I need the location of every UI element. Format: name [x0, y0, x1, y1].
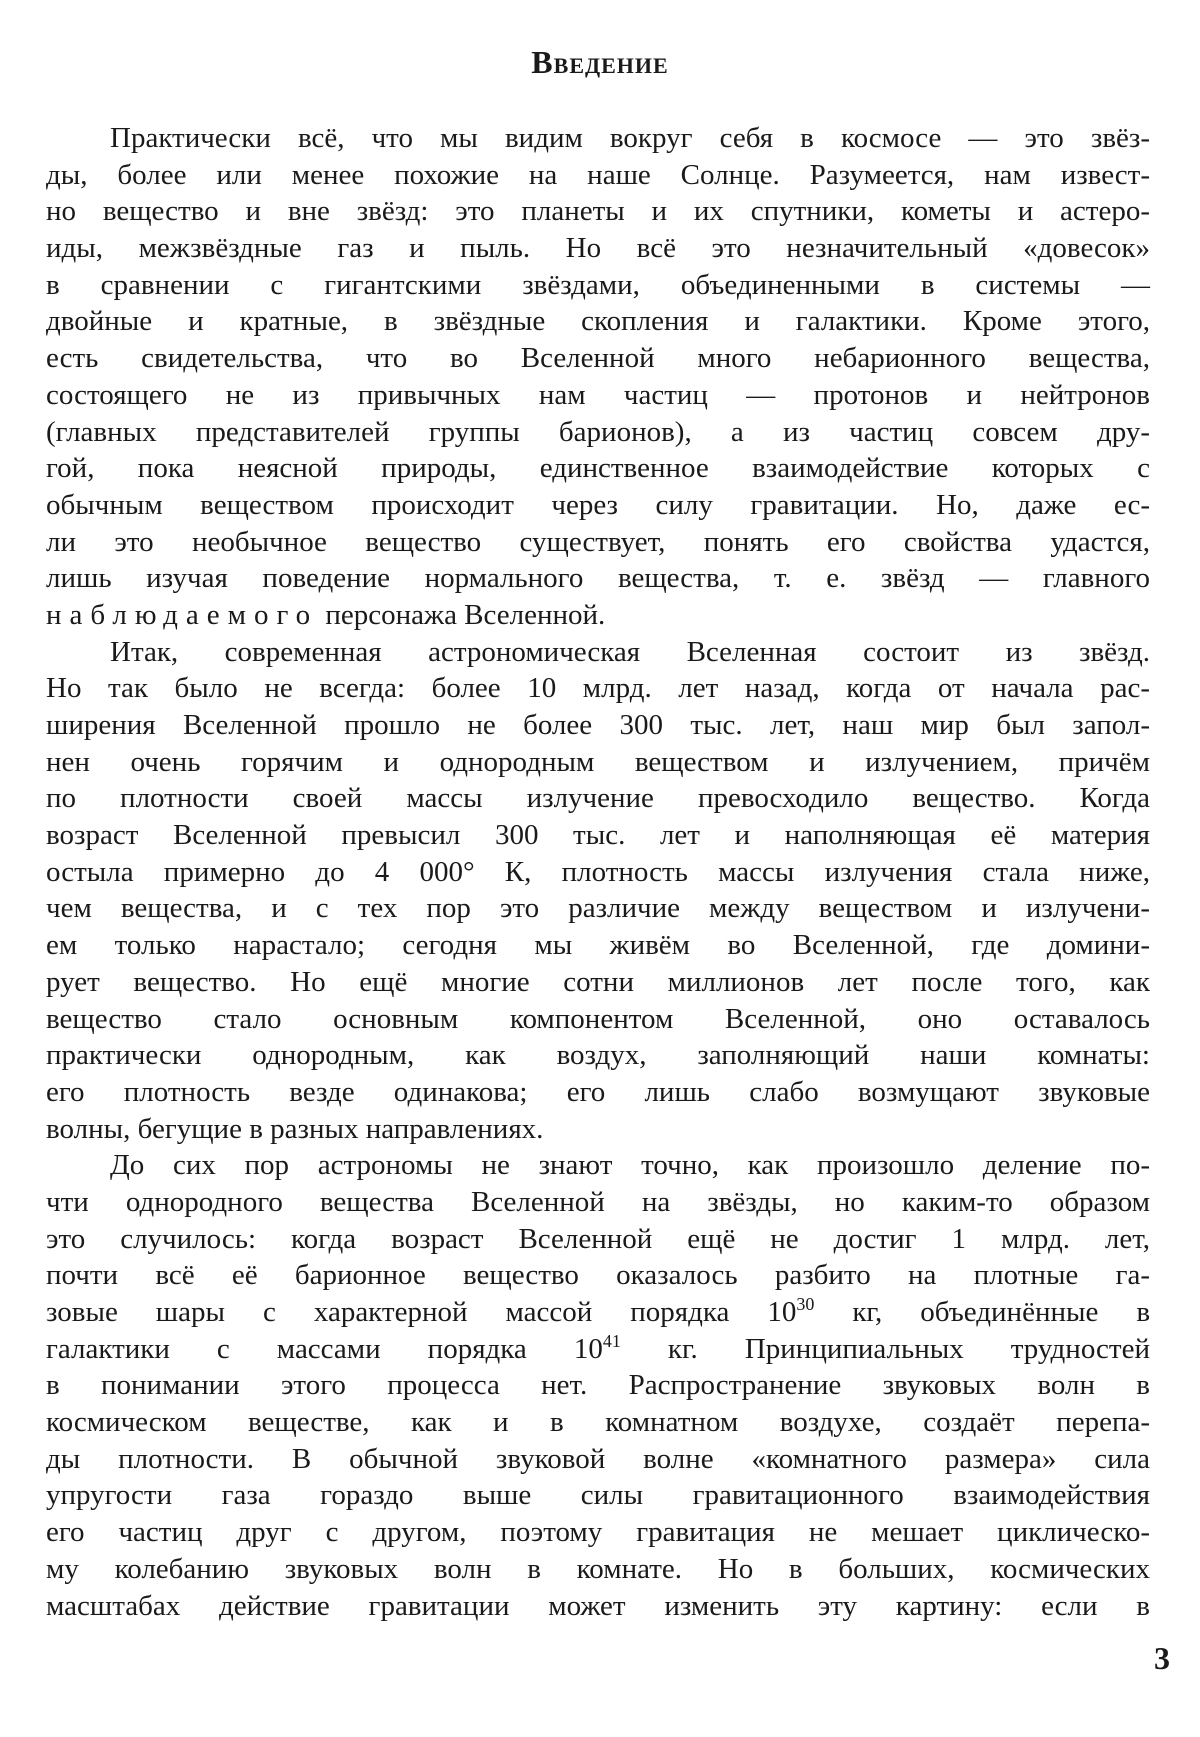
text-line: ды плотности. В обычной звуковой волне «комнатного размера» сила [46, 1442, 1150, 1475]
text-line: по плотности своей массы излучение превосходило вещество. Когда [46, 782, 1150, 815]
text-line: лишь изучая поведение нормального вещества, т. е. звёзд — главного [46, 562, 1150, 595]
text-line: Но так было не всегда: более 10 млрд. лет назад, когда от начала рас- [46, 672, 1150, 705]
text-line: его частиц друг с другом, поэтому гравитация не мешает циклическо- [46, 1516, 1150, 1549]
text-line: в понимании этого процесса нет. Распространение звуковых волн в [46, 1369, 1150, 1402]
page-number: 3 [1154, 1640, 1170, 1676]
text-line: масштабах действие гравитации может изменить эту картину: если в [46, 1589, 1150, 1622]
exponent: 41 [602, 1330, 621, 1351]
body-text [46, 120, 1150, 1624]
text-line: чем вещества, и с тех пор это различие между веществом и излучени- [46, 892, 1150, 925]
text-line: Итак, современная астрономическая Вселенная состоит из звёзд. [110, 635, 1150, 668]
text-line [46, 1294, 1150, 1331]
text-line: Практически всё, что мы видим вокруг себя в космосе — это звёз- [110, 122, 1150, 154]
text-line: почти всё её барионное вещество оказалось разбито на плотные га- [46, 1259, 1150, 1292]
text-line: иды, межзвёздные газ и пыль. Но всё это незначительный «довесок» [46, 232, 1150, 265]
text-fragment: кг, объединённые в [814, 1296, 1151, 1328]
text-line: чти однородного вещества Вселенной на звёзды, но каким-то образом [46, 1185, 1150, 1218]
text-line: двойные и кратные, в звёздные скопления и галактики. Кроме этого, [46, 305, 1150, 338]
text-fragment: галактики с массами порядка 10 [46, 1332, 603, 1365]
text-line: космическом веществе, как и в комнатном воздухе, создаёт перепа- [46, 1406, 1150, 1439]
text-line: рует вещество. Но ещё многие сотни миллионов лет после того, как [46, 965, 1150, 998]
text-line [46, 597, 1150, 634]
text-line: в сравнении с гигантскими звёздами, объединенными в системы — [46, 268, 1150, 301]
text-line: ли это необычное вещество существует, понять его свойства удастся, [46, 525, 1150, 558]
text-line: ды, более или менее похожие на наше Солнце. Разумеется, нам извест- [46, 158, 1150, 191]
spaced-emphasis: наблюдаемого [46, 598, 319, 631]
text-line: остыла примерно до 4 000° К, плотность массы излучения стала ниже, [46, 855, 1150, 888]
text-line: гой, пока неясной природы, единственное взаимодействие которых с [46, 452, 1150, 485]
chapter-title: Введение [531, 44, 669, 80]
text-line: есть свидетельства, что во Вселенной много небарионного вещества, [46, 342, 1150, 375]
text-line: упругости газа гораздо выше силы гравитационного взаимодействия [46, 1479, 1150, 1512]
exponent: 30 [796, 1294, 815, 1314]
text-line: возраст Вселенной превысил 300 тыс. лет и наполняющая её материя [46, 819, 1150, 852]
text-line: но вещество и вне звёзд: это планеты и их спутники, кометы и астеро- [46, 195, 1150, 228]
paragraph-1 [46, 120, 1150, 634]
text-line: это случилось: когда возраст Вселенной ещё не достиг 1 млрд. лет, [46, 1222, 1150, 1255]
paragraph-2 [46, 634, 1150, 1148]
text-line: нен очень горячим и однородным веществом и излучением, причём [46, 745, 1150, 778]
text-line: До сих пор астрономы не знают точно, как произошло деление по- [110, 1149, 1150, 1182]
text-line: состоящего не из привычных нам частиц — протонов и нейтронов [46, 378, 1150, 411]
text-line: практически однородным, как воздух, заполняющий наши комнаты: [46, 1039, 1150, 1072]
text-fragment: кг. Принципиальных трудностей [620, 1332, 1150, 1365]
text-line: волны, бегущие в разных направлениях. [46, 1112, 544, 1145]
text-line: ширения Вселенной прошло не более 300 тыс. лет, наш мир был запол- [46, 709, 1150, 741]
text-line: (главных представителей группы барионов), а из частиц совсем дру- [46, 415, 1150, 448]
text-line [46, 1331, 1150, 1368]
text-line: вещество стало основным компонентом Вселенной, оно оставалось [46, 1002, 1150, 1035]
text-line: обычным веществом происходит через силу гравитации. Но, даже ес- [46, 488, 1150, 521]
text-fragment: персонажа Вселенной. [318, 598, 606, 631]
text-line: ем только нарастало; сегодня мы живём во Вселенной, где домини- [46, 929, 1150, 962]
text-line: его плотность везде одинакова; его лишь слабо возмущают звуковые [46, 1075, 1150, 1108]
text-fragment: зовые шары с характерной массой порядка 10 [46, 1296, 797, 1328]
paragraph-3 [46, 1147, 1150, 1624]
text-line: му колебанию звуковых волн в комнате. Но в больших, космических [46, 1552, 1150, 1585]
